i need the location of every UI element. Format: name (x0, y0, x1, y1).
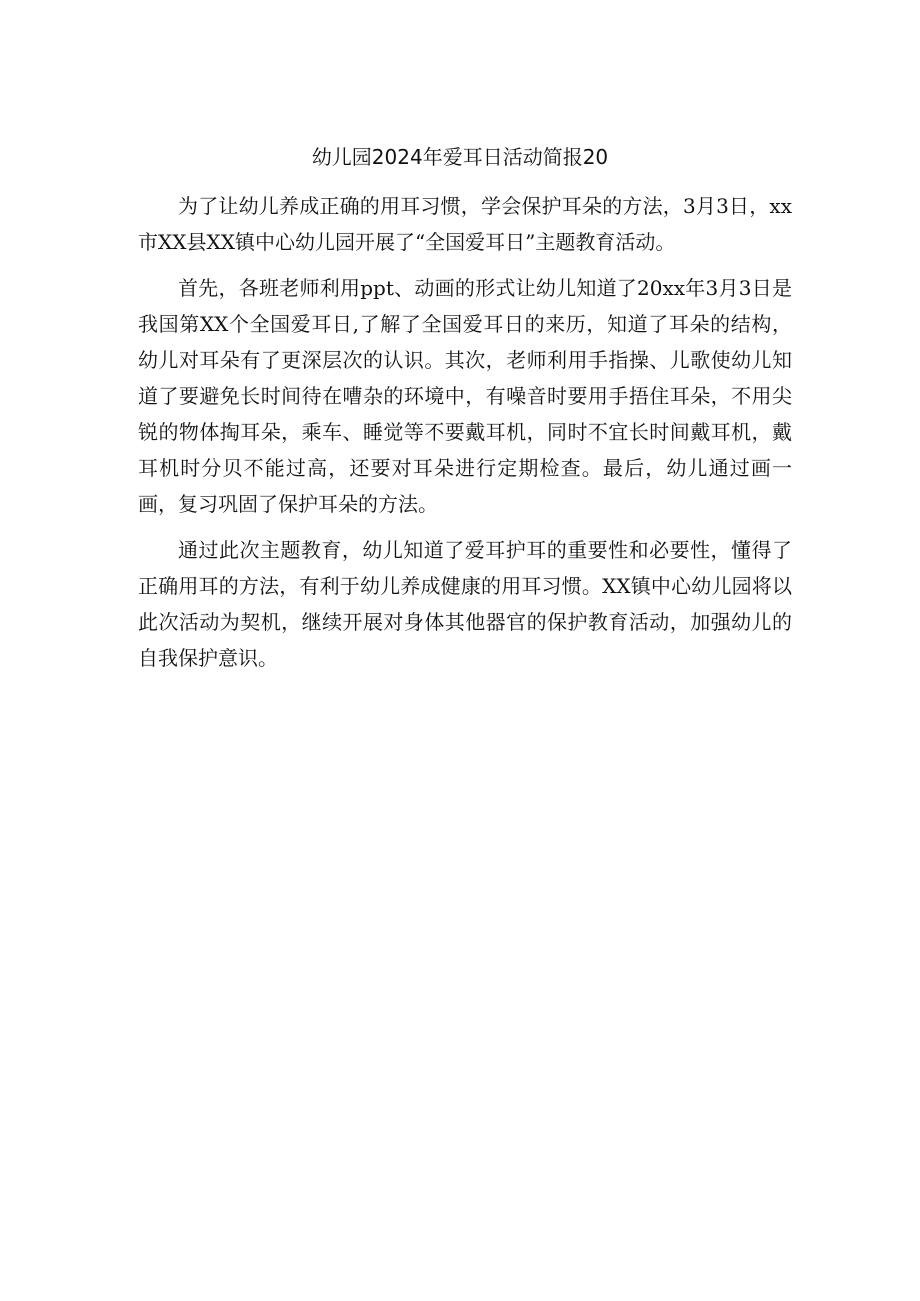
document-body (138, 188, 792, 686)
document-title: 幼儿园2024年爱耳日活动简报20 (311, 145, 609, 169)
paragraph-activities: 首先，各班老师利用ppt、动画的形式让幼儿知道了20xx年3月3日是我国第XX个全国爱耳日,了解了全国爱耳日的来历，知道了耳朵的结构，幼儿对耳朵有了更深层次的认识。其次，老师利用手指操、儿歌使幼儿知道了要避免长时间待在嘈杂的环境中，有噪音时要用手捂住耳朵，不用尖锐的物体掏耳朵，乘车、睡觉等不要戴耳机，同时不宜长时间戴耳机，戴耳机时分贝不能过高，还要对耳朵进行定期检查。最后，幼儿通过画一画，复习巩固了保护耳朵的方法。 (138, 276, 792, 516)
paragraph-conclusion: 通过此次主题教育，幼儿知道了爱耳护耳的重要性和必要性，懂得了正确用耳的方法，有利于幼儿养成健康的用耳习惯。XX镇中心幼儿园将以此次活动为契机，继续开展对身体其他器官的保护教育活动，加强幼儿的自我保护意识。 (138, 538, 792, 670)
paragraph-intro: 为了让幼儿养成正确的用耳习惯，学会保护耳朵的方法，3月3日，xx市XX县XX镇中心幼儿园开展了“全国爱耳日”主题教育活动。 (138, 194, 792, 254)
